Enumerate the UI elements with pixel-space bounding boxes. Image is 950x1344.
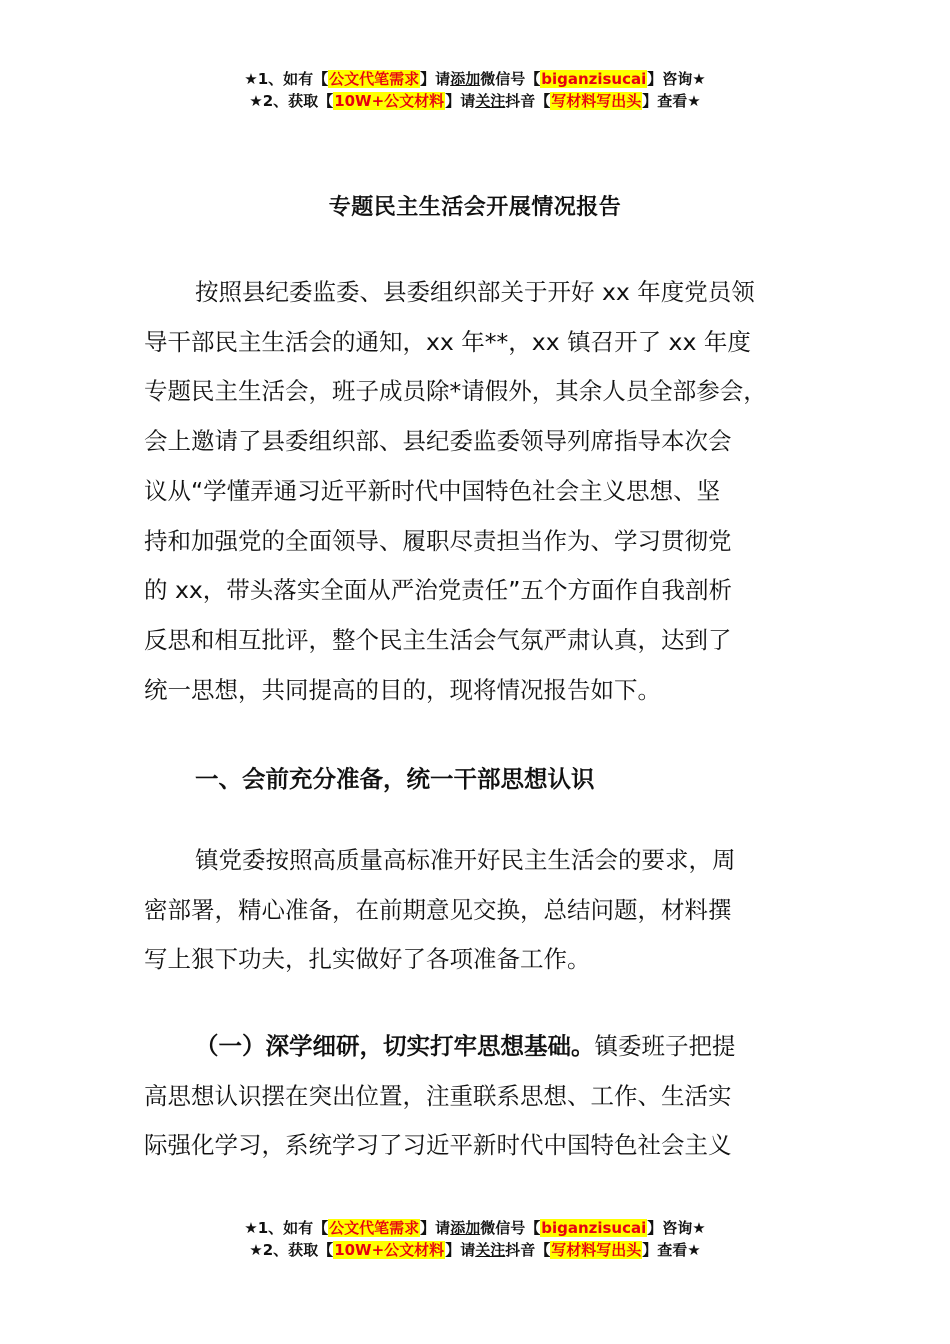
promo-text: 】请 [445, 1241, 476, 1259]
promo-highlight: 公文代笔需求 [329, 70, 420, 88]
promo-line-1 [0, 1217, 950, 1239]
promo-text: 】查看★ [642, 92, 701, 110]
paragraph-line: 会上邀请了县委组织部、县纪委监委领导列席指导本次会 [144, 427, 732, 456]
promo-underline: 关注 [475, 92, 506, 110]
paragraph-text: 镇委班子把提 [594, 1032, 736, 1060]
promo-text: 】请 [420, 70, 451, 88]
promo-douyin-id: 写材料写出头 [551, 92, 642, 110]
promo-highlight: 10W+公文材料 [334, 92, 445, 110]
promo-line-2 [0, 1239, 950, 1261]
promo-line-1 [0, 68, 950, 90]
promo-banner-bottom [0, 1217, 950, 1261]
paragraph-line: 统一思想，共同提高的目的，现将情况报告如下。 [144, 675, 661, 704]
promo-text: 】咨询★ [647, 70, 706, 88]
paragraph-line [144, 1022, 820, 1072]
promo-line-2 [0, 90, 950, 112]
paragraph-line: 持和加强党的全面领导、履职尽责担当作为、学习贯彻党 [144, 526, 732, 555]
paragraph-line: 专题民主生活会，班子成员除*请假外，其余人员全部参会， [144, 377, 767, 406]
paragraph-line: 高思想认识摆在突出位置，注重联系思想、工作、生活实 [144, 1081, 732, 1110]
promo-douyin-id: 写材料写出头 [551, 1241, 642, 1259]
paragraph-line: 际强化学习，系统学习了习近平新时代中国特色社会主义 [144, 1131, 732, 1160]
promo-wechat-id: biganzisucai [541, 70, 647, 88]
promo-text: ★1、如有【 [244, 1219, 329, 1237]
promo-text: 微信号【 [480, 70, 541, 88]
promo-text: 抖音【 [505, 92, 551, 110]
promo-text: 】请 [420, 1219, 451, 1237]
promo-text: 】请 [445, 92, 476, 110]
promo-highlight: 10W+公文材料 [334, 1241, 445, 1259]
paragraph-line: 导干部民主生活会的通知，xx 年**，xx 镇召开了 xx 年度 [144, 327, 751, 356]
promo-text: ★1、如有【 [244, 70, 329, 88]
promo-underline: 添加 [450, 1219, 481, 1237]
promo-text: 】咨询★ [647, 1219, 706, 1237]
paragraph-study [144, 1022, 820, 1171]
paragraph-line: 写上狠下功夫，扎实做好了各项准备工作。 [144, 945, 591, 974]
section-heading-1: 一、会前充分准备，统一干部思想认识 [195, 765, 595, 793]
paragraph-preparation [144, 836, 820, 985]
paragraph-line: 密部署，精心准备，在前期意见交换，总结问题，材料撰 [144, 895, 732, 924]
promo-highlight: 公文代笔需求 [329, 1219, 420, 1237]
paragraph-intro [144, 268, 820, 715]
promo-text: ★2、获取【 [249, 1241, 334, 1259]
promo-text: 抖音【 [505, 1241, 551, 1259]
promo-text: 】查看★ [642, 1241, 701, 1259]
promo-text: ★2、获取【 [249, 92, 334, 110]
promo-wechat-id: biganzisucai [541, 1219, 647, 1237]
promo-text: 微信号【 [480, 1219, 541, 1237]
paragraph-line: 议从“学懂弄通习近平新时代中国特色社会主义思想、坚 [144, 476, 721, 505]
subheading-lead: （一）深学细研，切实打牢思想基础。 [195, 1032, 595, 1060]
paragraph-line: 镇党委按照高质量高标准开好民主生活会的要求，周 [195, 846, 736, 874]
promo-underline: 添加 [450, 70, 481, 88]
paragraph-line: 按照县纪委监委、县委组织部关于开好 xx 年度党员领 [195, 278, 755, 306]
document-title: 专题民主生活会开展情况报告 [328, 195, 622, 220]
promo-underline: 关注 [475, 1241, 506, 1259]
paragraph-line: 的 xx，带头落实全面从严治党责任”五个方面作自我剖析 [144, 576, 732, 605]
promo-banner-top [0, 68, 950, 112]
paragraph-line: 反思和相互批评，整个民主生活会气氛严肃认真，达到了 [144, 625, 732, 654]
